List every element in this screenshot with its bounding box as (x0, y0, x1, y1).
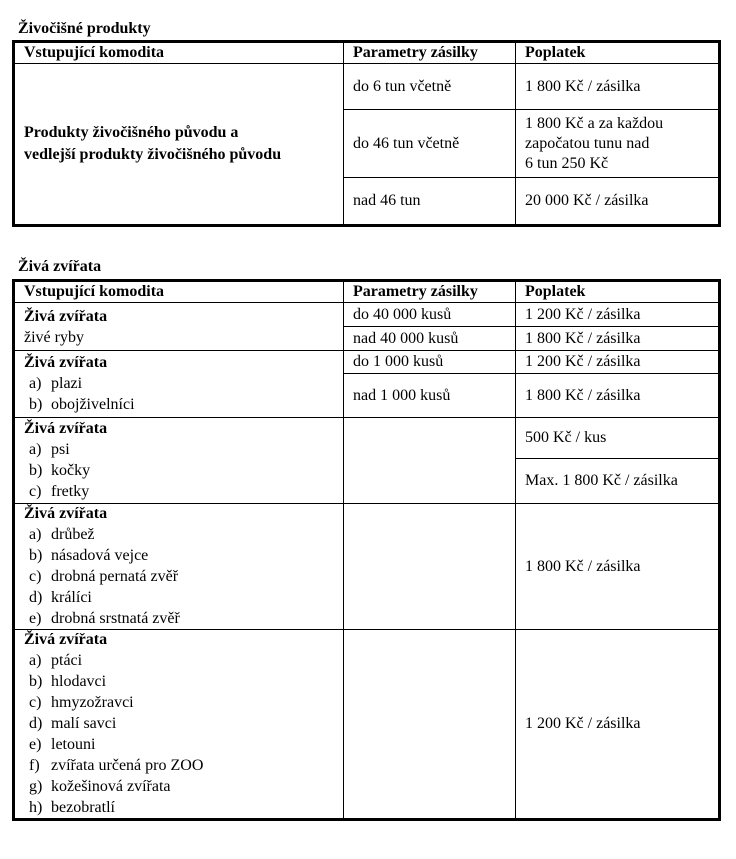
header-parameters: Parametry zásilky (344, 42, 516, 64)
commodity-cell (14, 504, 344, 630)
species-list (24, 373, 334, 415)
list-item: b) násadová vejce (29, 547, 149, 564)
species-list (24, 650, 334, 818)
commodity-cell (14, 418, 344, 504)
table-header-row (14, 42, 720, 64)
param-cell-empty (344, 630, 516, 820)
header-fee: Poplatek (516, 42, 720, 64)
param-cell: nad 40 000 kusů (344, 327, 516, 351)
param-cell: nad 1 000 kusů (344, 374, 516, 418)
fee-cell: 1 200 Kč / zásilka (516, 630, 720, 820)
fee-cell: 1 200 Kč / zásilka (516, 351, 720, 374)
list-item: f) zvířata určená pro ZOO (29, 757, 204, 774)
live-animals-table (12, 279, 721, 821)
list-item: a) drůbež (29, 526, 95, 543)
species-list (24, 439, 334, 502)
list-item: g) kožešinová zvířata (29, 778, 171, 795)
list-item: e) letouni (29, 736, 96, 753)
group-title: Živá zvířata (24, 631, 108, 648)
list-item: d) malí savci (29, 715, 117, 732)
param-cell-empty (344, 504, 516, 630)
fee-cell: 1 800 Kč / zásilka (516, 327, 720, 351)
section-title-live-animals: Živá zvířata (18, 258, 102, 275)
list-item: b) obojživelníci (29, 396, 135, 413)
header-fee: Poplatek (516, 281, 720, 303)
commodity-cell (14, 64, 344, 226)
list-item: a) ptáci (29, 652, 83, 669)
header-commodity: Vstupující komodita (14, 42, 344, 64)
table-row (14, 351, 720, 374)
fee-cell: 1 200 Kč / zásilka (516, 303, 720, 327)
group-subtitle: živé ryby (24, 328, 84, 346)
param-cell: do 1 000 kusů (344, 351, 516, 374)
table-row (14, 303, 720, 327)
commodity-line: vedlejší produkty živočišného původu (24, 146, 282, 163)
param-cell: do 46 tun včetně (344, 110, 516, 178)
param-cell: nad 46 tun (344, 178, 516, 226)
fee-cell: 20 000 Kč / zásilka (516, 178, 720, 226)
fee-cell: Max. 1 800 Kč / zásilka (516, 459, 720, 504)
list-item: b) hlodavci (29, 673, 107, 690)
param-cell: do 6 tun včetně (344, 64, 516, 110)
fee-cell: 500 Kč / kus (516, 418, 720, 459)
table-row (14, 418, 720, 459)
fee-cell (516, 110, 720, 178)
list-item: d) králíci (29, 589, 92, 606)
commodity-cell (14, 303, 344, 351)
list-item: h) bezobratlí (29, 799, 115, 816)
fee-cell: 1 800 Kč / zásilka (516, 374, 720, 418)
list-item: a) plazi (29, 375, 83, 392)
fee-line: 1 800 Kč a za každou (525, 114, 664, 132)
commodity-cell (14, 630, 344, 820)
group-title: Živá zvířata (24, 420, 108, 437)
fee-line: započatou tunu nad (525, 134, 650, 152)
list-item: b) kočky (29, 462, 91, 479)
list-item: a) psi (29, 441, 70, 458)
list-item: e) drobná srstnatá zvěř (29, 610, 180, 627)
fee-line: 6 tun 250 Kč (525, 154, 609, 172)
list-item: c) hmyzožravci (29, 694, 134, 711)
animal-products-table (12, 40, 721, 227)
table-row (14, 64, 720, 110)
commodity-line: Produkty živočišného původu a (24, 124, 239, 141)
list-item: c) drobná pernatá zvěř (29, 568, 179, 585)
group-title: Živá zvířata (24, 505, 108, 522)
param-cell-empty (344, 418, 516, 504)
table-header-row (14, 281, 720, 303)
table-row (14, 630, 720, 820)
table-row (14, 504, 720, 630)
header-parameters: Parametry zásilky (344, 281, 516, 303)
list-item: c) fretky (29, 483, 90, 500)
header-commodity: Vstupující komodita (14, 281, 344, 303)
section-title-animal-products: Živočišné produkty (18, 20, 151, 37)
param-cell: do 40 000 kusů (344, 303, 516, 327)
fee-cell: 1 800 Kč / zásilka (516, 64, 720, 110)
species-list (24, 524, 334, 629)
group-title: Živá zvířata (24, 354, 108, 371)
commodity-cell (14, 351, 344, 418)
fee-cell: 1 800 Kč / zásilka (516, 504, 720, 630)
group-title: Živá zvířata (24, 307, 108, 325)
